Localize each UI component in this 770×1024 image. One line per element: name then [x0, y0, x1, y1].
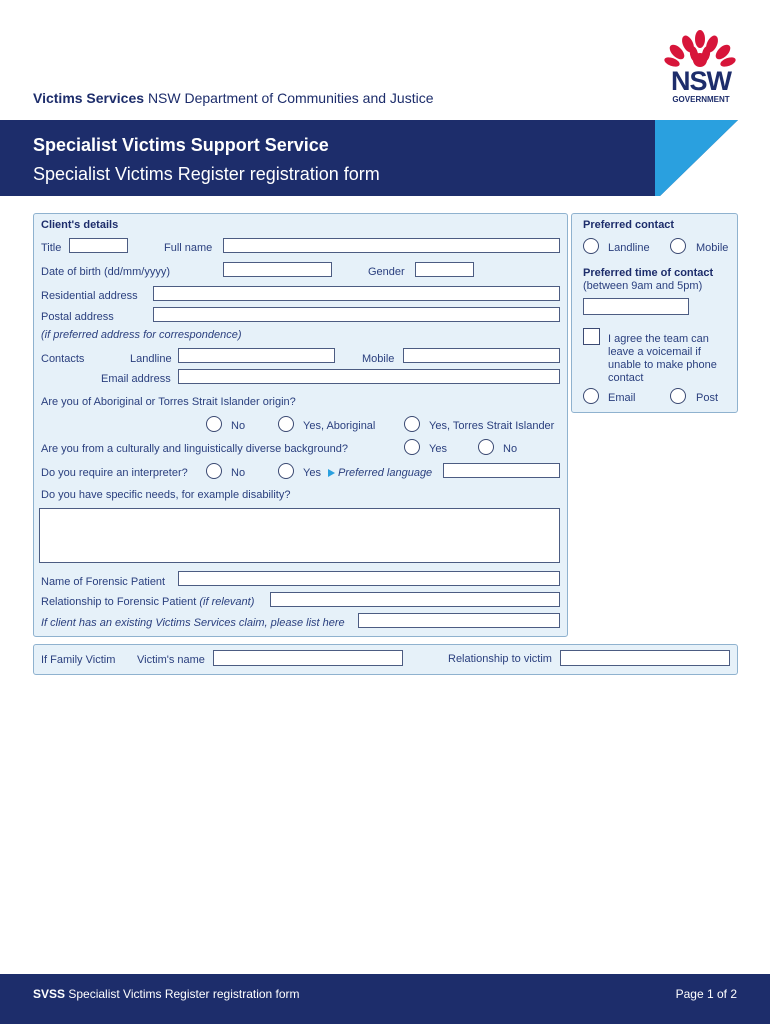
interpreter-yes-label: Yes: [303, 467, 321, 479]
postal-label: Postal address: [41, 311, 114, 323]
preferred-contact-heading: Preferred contact: [583, 219, 675, 231]
forensic-name-field[interactable]: [178, 571, 560, 586]
waratah-icon: [662, 30, 738, 70]
cald-question: Are you from a culturally and linguistically diverse background?: [41, 443, 348, 455]
aboriginal-no-label: No: [231, 420, 246, 432]
page-number: Page 1 of 2: [675, 987, 737, 1001]
preferred-mobile-radio[interactable]: [670, 238, 686, 254]
preferred-landline-radio[interactable]: [583, 238, 599, 254]
preferred-email-label: Email: [608, 392, 636, 404]
cald-yes-radio[interactable]: [404, 439, 420, 455]
preferred-mobile-label: Mobile: [696, 242, 729, 254]
client-details-heading: Client's details: [41, 219, 119, 231]
page-subtitle: Specialist Victims Register registration form: [33, 164, 380, 184]
relationship-to-victim-field[interactable]: [560, 650, 730, 666]
title-field[interactable]: [69, 238, 128, 253]
preferred-language-field[interactable]: [443, 463, 560, 478]
postal-address-field[interactable]: [153, 307, 560, 322]
gender-label: Gender: [368, 266, 405, 278]
voicemail-checkbox[interactable]: [583, 328, 600, 345]
gender-field[interactable]: [415, 262, 474, 277]
preferred-time-heading: Preferred time of contact: [583, 267, 714, 279]
voicemail-line-3: unable to make phone: [608, 359, 717, 371]
email-field[interactable]: [178, 369, 560, 384]
logo-subtext: GOVERNMENT: [672, 95, 730, 104]
preferred-email-radio[interactable]: [583, 388, 599, 404]
full-name-field[interactable]: [223, 238, 560, 253]
relationship-note: (if relevant): [199, 596, 255, 608]
preferred-landline-label: Landline: [608, 242, 650, 254]
dob-label: Date of birth (dd/mm/yyyy): [41, 266, 170, 278]
preferred-time-field[interactable]: [583, 298, 689, 315]
voicemail-line-1: I agree the team can: [608, 333, 709, 345]
victim-name-label: Victim's name: [137, 654, 205, 666]
forensic-name-label: Name of Forensic Patient: [41, 576, 166, 588]
email-label: Email address: [101, 373, 171, 385]
title-label: Title: [41, 242, 62, 254]
cald-yes-label: Yes: [429, 443, 447, 455]
torres-strait-label: Yes, Torres Strait Islander: [429, 420, 555, 432]
triangle-right-icon: [328, 469, 335, 477]
landline-label: Landline: [130, 353, 172, 365]
family-victim-label: If Family Victim: [41, 654, 116, 666]
needs-question: Do you have specific needs, for example disability?: [41, 489, 291, 501]
page-title: Specialist Victims Support Service: [33, 135, 329, 155]
aboriginal-yes-radio[interactable]: [278, 416, 294, 432]
victim-name-field[interactable]: [213, 650, 403, 666]
interpreter-no-label: No: [231, 467, 246, 479]
claim-field[interactable]: [358, 613, 560, 628]
cald-no-label: No: [503, 443, 518, 455]
landline-field[interactable]: [178, 348, 335, 363]
footer-title-text: Specialist Victims Register registration form: [68, 987, 300, 1001]
preferred-post-label: Post: [696, 392, 719, 404]
aboriginal-question: Are you of Aboriginal or Torres Strait Islander origin?: [41, 396, 296, 408]
aboriginal-no-radio[interactable]: [206, 416, 222, 432]
voicemail-line-2: leave a voicemail if: [608, 346, 701, 358]
footer-title: [33, 987, 300, 1001]
org-name-rest: NSW Department of Communities and Justice: [147, 90, 434, 106]
preferred-post-radio[interactable]: [670, 388, 686, 404]
nsw-logo: [662, 30, 738, 106]
postal-note: (if preferred address for correspondence): [41, 329, 242, 341]
top-header: [0, 0, 770, 120]
relationship-to-victim-label: Relationship to victim: [448, 653, 552, 665]
footer-code: SVSS: [33, 987, 66, 1001]
cald-no-radio[interactable]: [478, 439, 494, 455]
org-name: [33, 90, 434, 106]
relationship-label: [41, 596, 254, 608]
aboriginal-yes-label: Yes, Aboriginal: [303, 420, 376, 432]
org-name-bold: Victims Services: [33, 90, 145, 106]
title-band: [0, 120, 770, 196]
residential-address-field[interactable]: [153, 286, 560, 301]
residential-label: Residential address: [41, 290, 138, 302]
claim-label: If client has an existing Victims Services claim, please list here: [41, 617, 345, 629]
torres-strait-radio[interactable]: [404, 416, 420, 432]
preferred-time-note: (between 9am and 5pm): [583, 280, 703, 292]
voicemail-line-4: contact: [608, 372, 644, 384]
preferred-language-label: Preferred language: [338, 467, 433, 479]
needs-textarea[interactable]: [39, 508, 560, 563]
relationship-label-text: Relationship to Forensic Patient: [41, 596, 197, 608]
relationship-field[interactable]: [270, 592, 560, 607]
logo-text: NSW: [671, 66, 731, 96]
interpreter-question: Do you require an interpreter?: [41, 467, 188, 479]
full-name-label: Full name: [164, 242, 213, 254]
dob-field[interactable]: [223, 262, 332, 277]
mobile-label: Mobile: [362, 353, 395, 365]
mobile-field[interactable]: [403, 348, 560, 363]
interpreter-yes-radio[interactable]: [278, 463, 294, 479]
contacts-label: Contacts: [41, 353, 85, 365]
interpreter-no-radio[interactable]: [206, 463, 222, 479]
